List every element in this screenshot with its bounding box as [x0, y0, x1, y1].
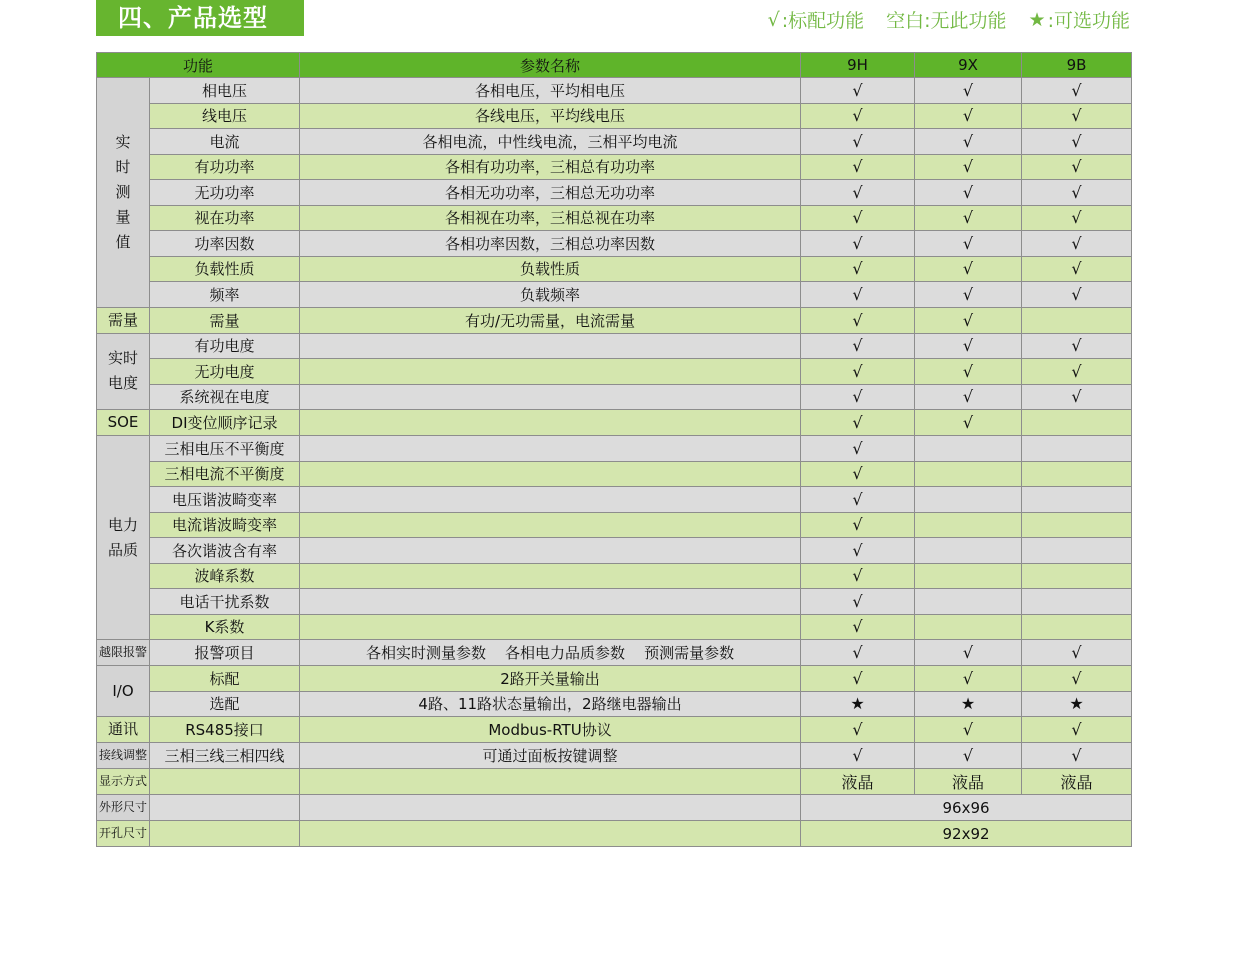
table-row	[97, 717, 1132, 743]
legend-label: 空白:无此功能	[886, 10, 1007, 32]
function-cell: 报警项目	[150, 640, 300, 666]
function-cell: 电流	[150, 129, 300, 155]
model-9b-cell: √	[1022, 359, 1132, 385]
category-cell: 越限报警	[97, 640, 150, 666]
category-cell: SOE	[97, 410, 150, 436]
function-cell: 选配	[150, 691, 300, 717]
model-9b-cell: √	[1022, 205, 1132, 231]
model-9h-cell: √	[801, 614, 915, 640]
category-cell: 电力 品质	[97, 436, 150, 640]
function-cell: 有功电度	[150, 333, 300, 359]
function-cell: 有功功率	[150, 154, 300, 180]
function-cell: 无功功率	[150, 180, 300, 206]
param-cell	[300, 461, 801, 487]
table-row	[97, 512, 1132, 538]
category-cell: 接线调整	[97, 743, 150, 769]
model-9b-cell	[1022, 589, 1132, 615]
model-9h-cell: √	[801, 282, 915, 308]
function-cell: K系数	[150, 614, 300, 640]
model-9x-cell	[915, 436, 1022, 462]
model-9h-cell: √	[801, 589, 915, 615]
function-cell: 视在功率	[150, 205, 300, 231]
table-row	[97, 614, 1132, 640]
legend-item	[886, 6, 1006, 33]
table-row	[97, 589, 1132, 615]
table-row	[97, 78, 1132, 104]
param-cell: 负载性质	[300, 256, 801, 282]
param-cell	[300, 359, 801, 385]
table-row	[97, 795, 1132, 821]
header-9x: 9X	[915, 53, 1022, 78]
table-row	[97, 129, 1132, 155]
category-cell: 通讯	[97, 717, 150, 743]
model-9x-cell: √	[915, 282, 1022, 308]
function-cell: 标配	[150, 666, 300, 692]
model-9h-cell: √	[801, 717, 915, 743]
category-cell: 实 时 测 量 值	[97, 78, 150, 308]
model-9b-cell: ★	[1022, 691, 1132, 717]
param-cell: 2路开关量输出	[300, 666, 801, 692]
table-row	[97, 563, 1132, 589]
function-cell: 电话干扰系数	[150, 589, 300, 615]
param-cell	[300, 614, 801, 640]
function-cell	[150, 769, 300, 795]
model-9x-cell: √	[915, 103, 1022, 129]
function-cell	[150, 821, 300, 847]
model-9h-cell: √	[801, 461, 915, 487]
model-9b-cell: √	[1022, 103, 1132, 129]
model-9h-cell: √	[801, 538, 915, 564]
table-row	[97, 231, 1132, 257]
function-cell: 需量	[150, 307, 300, 333]
model-9b-cell: √	[1022, 743, 1132, 769]
legend-label: :标配功能	[781, 10, 865, 32]
function-cell: 系统视在电度	[150, 384, 300, 410]
model-9h-cell: √	[801, 307, 915, 333]
param-cell: 可通过面板按键调整	[300, 743, 801, 769]
function-cell: 三相电压不平衡度	[150, 436, 300, 462]
param-cell: 各线电压，平均线电压	[300, 103, 801, 129]
model-9b-cell	[1022, 461, 1132, 487]
param-cell: 有功/无功需量，电流需量	[300, 307, 801, 333]
param-cell: 各相视在功率，三相总视在功率	[300, 205, 801, 231]
model-9b-cell: √	[1022, 282, 1132, 308]
model-9h-cell: √	[801, 512, 915, 538]
function-cell: 波峰系数	[150, 563, 300, 589]
function-cell: RS485接口	[150, 717, 300, 743]
category-cell: I/O	[97, 666, 150, 717]
table-row	[97, 205, 1132, 231]
table-header-row	[97, 53, 1132, 78]
model-9x-cell: √	[915, 717, 1022, 743]
legend-label: :可选功能	[1047, 10, 1130, 32]
function-cell: 功率因数	[150, 231, 300, 257]
param-cell	[300, 384, 801, 410]
model-9b-cell: √	[1022, 666, 1132, 692]
model-9b-cell: √	[1022, 640, 1132, 666]
model-9x-cell: √	[915, 384, 1022, 410]
model-9h-cell: √	[801, 359, 915, 385]
model-9x-cell	[915, 461, 1022, 487]
function-cell: 三相电流不平衡度	[150, 461, 300, 487]
model-9b-cell: √	[1022, 333, 1132, 359]
model-9b-cell: √	[1022, 180, 1132, 206]
model-9h-cell: √	[801, 154, 915, 180]
model-9x-cell: √	[915, 359, 1022, 385]
param-cell: 各相功率因数，三相总功率因数	[300, 231, 801, 257]
category-cell: 开孔尺寸	[97, 821, 150, 847]
model-9b-cell: √	[1022, 717, 1132, 743]
function-cell: DI变位顺序记录	[150, 410, 300, 436]
model-9x-cell: √	[915, 743, 1022, 769]
param-cell	[300, 436, 801, 462]
model-9b-cell	[1022, 307, 1132, 333]
model-9x-cell: √	[915, 78, 1022, 104]
category-cell: 显示方式	[97, 769, 150, 795]
model-9h-cell: √	[801, 666, 915, 692]
model-9b-cell: √	[1022, 231, 1132, 257]
model-9x-cell: √	[915, 640, 1022, 666]
model-9h-cell: 液晶	[801, 769, 915, 795]
model-9h-cell: √	[801, 231, 915, 257]
model-9x-cell: √	[915, 307, 1022, 333]
size-value-cell: 92x92	[801, 821, 1132, 847]
model-9b-cell	[1022, 487, 1132, 513]
model-9h-cell: √	[801, 743, 915, 769]
model-9x-cell: 液晶	[915, 769, 1022, 795]
function-cell: 相电压	[150, 78, 300, 104]
table-row	[97, 256, 1132, 282]
param-cell	[300, 487, 801, 513]
function-cell: 负载性质	[150, 256, 300, 282]
table-row	[97, 282, 1132, 308]
model-9b-cell: √	[1022, 129, 1132, 155]
table-row	[97, 307, 1132, 333]
param-cell: 各相无功功率，三相总无功功率	[300, 180, 801, 206]
model-9x-cell: √	[915, 410, 1022, 436]
function-cell: 频率	[150, 282, 300, 308]
param-cell	[300, 769, 801, 795]
model-9h-cell: √	[801, 129, 915, 155]
model-9h-cell: √	[801, 487, 915, 513]
model-9b-cell: 液晶	[1022, 769, 1132, 795]
param-cell	[300, 821, 801, 847]
param-cell: 负载频率	[300, 282, 801, 308]
model-9h-cell: √	[801, 256, 915, 282]
model-9b-cell: √	[1022, 256, 1132, 282]
param-cell: 各相电流，中性线电流，三相平均电流	[300, 129, 801, 155]
model-9b-cell	[1022, 436, 1132, 462]
legend	[768, 6, 1130, 33]
model-9x-cell	[915, 589, 1022, 615]
model-9b-cell	[1022, 512, 1132, 538]
param-cell	[300, 512, 801, 538]
table-row	[97, 436, 1132, 462]
product-selection-table	[96, 52, 1132, 847]
model-9x-cell	[915, 614, 1022, 640]
model-9x-cell: √	[915, 205, 1022, 231]
function-cell: 电流谐波畸变率	[150, 512, 300, 538]
model-9x-cell	[915, 538, 1022, 564]
model-9h-cell: √	[801, 333, 915, 359]
param-cell	[300, 410, 801, 436]
param-cell	[300, 589, 801, 615]
model-9h-cell: √	[801, 180, 915, 206]
table-row	[97, 769, 1132, 795]
param-cell: 各相有功功率，三相总有功功率	[300, 154, 801, 180]
model-9x-cell: √	[915, 154, 1022, 180]
model-9h-cell: √	[801, 436, 915, 462]
model-9x-cell: √	[915, 231, 1022, 257]
table-row	[97, 538, 1132, 564]
model-9h-cell: ★	[801, 691, 915, 717]
model-9b-cell: √	[1022, 384, 1132, 410]
function-cell: 线电压	[150, 103, 300, 129]
table-row	[97, 461, 1132, 487]
model-9h-cell: √	[801, 78, 915, 104]
table-row	[97, 640, 1132, 666]
table-row	[97, 180, 1132, 206]
table-row	[97, 410, 1132, 436]
table-row	[97, 103, 1132, 129]
model-9h-cell: √	[801, 563, 915, 589]
model-9b-cell	[1022, 563, 1132, 589]
header-9h: 9H	[801, 53, 915, 78]
model-9h-cell: √	[801, 103, 915, 129]
table-row	[97, 691, 1132, 717]
model-9b-cell	[1022, 538, 1132, 564]
model-9x-cell: √	[915, 180, 1022, 206]
function-cell	[150, 795, 300, 821]
header-function: 功能	[97, 53, 300, 78]
model-9h-cell: √	[801, 205, 915, 231]
legend-item	[1029, 6, 1130, 33]
function-cell: 三相三线三相四线	[150, 743, 300, 769]
model-9x-cell	[915, 512, 1022, 538]
size-value-cell: 96x96	[801, 795, 1132, 821]
param-cell: 各相电压，平均相电压	[300, 78, 801, 104]
category-cell: 实时 电度	[97, 333, 150, 410]
model-9x-cell: √	[915, 666, 1022, 692]
param-cell: 各相实时测量参数 各相电力品质参数 预测需量参数	[300, 640, 801, 666]
table-row	[97, 359, 1132, 385]
param-cell	[300, 563, 801, 589]
model-9x-cell: ★	[915, 691, 1022, 717]
model-9x-cell: √	[915, 333, 1022, 359]
param-cell	[300, 333, 801, 359]
param-cell: Modbus-RTU协议	[300, 717, 801, 743]
model-9x-cell	[915, 563, 1022, 589]
model-9h-cell: √	[801, 384, 915, 410]
model-9x-cell: √	[915, 256, 1022, 282]
function-cell: 无功电度	[150, 359, 300, 385]
model-9h-cell: √	[801, 640, 915, 666]
table-row	[97, 666, 1132, 692]
star-icon: ★	[1028, 8, 1046, 31]
model-9b-cell	[1022, 614, 1132, 640]
model-9x-cell: √	[915, 129, 1022, 155]
header-9b: 9B	[1022, 53, 1132, 78]
param-cell	[300, 795, 801, 821]
table-row	[97, 821, 1132, 847]
table-row	[97, 384, 1132, 410]
table-row	[97, 743, 1132, 769]
model-9x-cell	[915, 487, 1022, 513]
header-param-name: 参数名称	[300, 53, 801, 78]
check-icon: √	[767, 8, 780, 31]
param-cell: 4路、11路状态量输出，2路继电器输出	[300, 691, 801, 717]
model-9h-cell: √	[801, 410, 915, 436]
category-cell: 外形尺寸	[97, 795, 150, 821]
function-cell: 电压谐波畸变率	[150, 487, 300, 513]
table-row	[97, 154, 1132, 180]
table-row	[97, 487, 1132, 513]
table-row	[97, 333, 1132, 359]
model-9b-cell: √	[1022, 78, 1132, 104]
model-9b-cell: √	[1022, 154, 1132, 180]
category-cell: 需量	[97, 307, 150, 333]
model-9b-cell	[1022, 410, 1132, 436]
page-title: 四、产品选型	[96, 0, 304, 36]
param-cell	[300, 538, 801, 564]
function-cell: 各次谐波含有率	[150, 538, 300, 564]
legend-item	[768, 6, 865, 33]
